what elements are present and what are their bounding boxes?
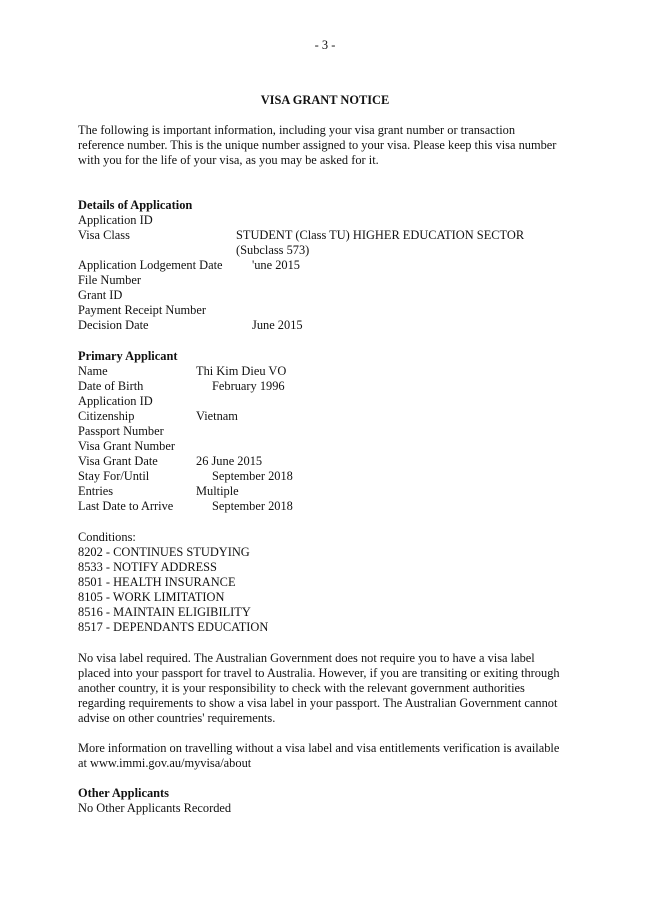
applicant-application-id-row bbox=[78, 394, 177, 409]
field-label: Visa Grant Date bbox=[78, 454, 158, 468]
condition-item: 8501 - HEALTH INSURANCE bbox=[78, 575, 236, 589]
decision-date-row bbox=[78, 318, 303, 333]
field-label: File Number bbox=[78, 273, 141, 287]
field-label: Passport Number bbox=[78, 424, 164, 438]
more-info-paragraph: More information on travelling without a visa label and visa entitlements verification is available at www.immi.gov.au/myvisa/about bbox=[78, 741, 560, 770]
field-label: Stay For/Until bbox=[78, 469, 150, 483]
field-value: 26 June 2015 bbox=[196, 454, 263, 468]
file-number-row bbox=[78, 273, 192, 288]
field-label: Payment Receipt Number bbox=[78, 303, 207, 317]
other-applicants-section bbox=[78, 786, 231, 816]
field-value: STUDENT (Class TU) HIGHER EDUCATION SECTOR (Subclass 573) bbox=[236, 228, 525, 257]
field-value: February 1996 bbox=[212, 379, 285, 393]
visa-label-paragraph: No visa label required. The Australian Government does not require you to have a visa label placed into your passport for travel to Australia. However, if you are transiting or exiting through another country, it is your responsibility to check with the relevant government authorities regarding requirements to show a visa label in your passport. The Australian Government cannot advise on other countries' requirements. bbox=[78, 651, 560, 725]
field-label: Application ID bbox=[78, 213, 153, 227]
citizenship-row bbox=[78, 409, 238, 424]
field-value: September 2018 bbox=[212, 499, 293, 513]
other-applicants-text: No Other Applicants Recorded bbox=[78, 801, 232, 815]
field-value: September 2018 bbox=[212, 469, 293, 483]
field-label: Grant ID bbox=[78, 288, 123, 302]
condition-item: 8516 - MAINTAIN ELIGIBILITY bbox=[78, 605, 251, 619]
date-of-birth-row bbox=[78, 379, 285, 394]
page-number: - 3 - bbox=[314, 38, 336, 52]
other-applicants-heading: Other Applicants bbox=[78, 786, 169, 800]
field-label: Decision Date bbox=[78, 318, 149, 332]
field-label: Last Date to Arrive bbox=[78, 499, 174, 513]
lodgement-date-row bbox=[78, 258, 301, 273]
field-value: 'une 2015 bbox=[252, 258, 301, 272]
field-label: Application ID bbox=[78, 394, 153, 408]
field-value: Multiple bbox=[196, 484, 239, 498]
visa-class-row bbox=[78, 228, 525, 258]
field-label: Citizenship bbox=[78, 409, 135, 423]
condition-item: 8105 - WORK LIMITATION bbox=[78, 590, 225, 604]
application-id-row bbox=[78, 213, 192, 228]
visa-grant-number-row bbox=[78, 439, 177, 454]
conditions-heading: Conditions: bbox=[78, 530, 136, 544]
entries-row bbox=[78, 484, 239, 499]
document-title: VISA GRANT NOTICE bbox=[260, 93, 390, 107]
field-value: Thi Kim Dieu VO bbox=[196, 364, 287, 378]
conditions-section bbox=[78, 530, 268, 635]
field-value: June 2015 bbox=[252, 318, 303, 332]
condition-item: 8533 - NOTIFY ADDRESS bbox=[78, 560, 217, 574]
intro-paragraph: The following is important information, including your visa grant number or transaction reference number. This is the unique number assigned to your visa. Please keep this visa number with you for the life of your visa, as you may be asked for it. bbox=[78, 123, 557, 167]
last-date-to-arrive-row bbox=[78, 499, 293, 514]
application-details-heading: Details of Application bbox=[78, 198, 193, 212]
condition-item: 8202 - CONTINUES STUDYING bbox=[78, 545, 250, 559]
condition-item: 8517 - DEPENDANTS EDUCATION bbox=[78, 620, 269, 634]
field-label: Date of Birth bbox=[78, 379, 144, 393]
field-label: Name bbox=[78, 364, 108, 378]
primary-applicant-heading: Primary Applicant bbox=[78, 349, 178, 363]
visa-grant-date-row bbox=[78, 454, 263, 469]
payment-receipt-row bbox=[78, 303, 207, 318]
passport-number-row bbox=[78, 424, 177, 439]
stay-until-row bbox=[78, 469, 293, 484]
primary-applicant-section bbox=[78, 349, 293, 514]
field-label: Application Lodgement Date bbox=[78, 258, 223, 272]
field-label: Visa Class bbox=[78, 228, 130, 242]
field-label: Visa Grant Number bbox=[78, 439, 175, 453]
grant-id-row bbox=[78, 288, 192, 303]
field-label: Entries bbox=[78, 484, 114, 498]
name-row bbox=[78, 364, 287, 379]
field-value: Vietnam bbox=[196, 409, 238, 423]
application-details-section bbox=[78, 198, 525, 333]
